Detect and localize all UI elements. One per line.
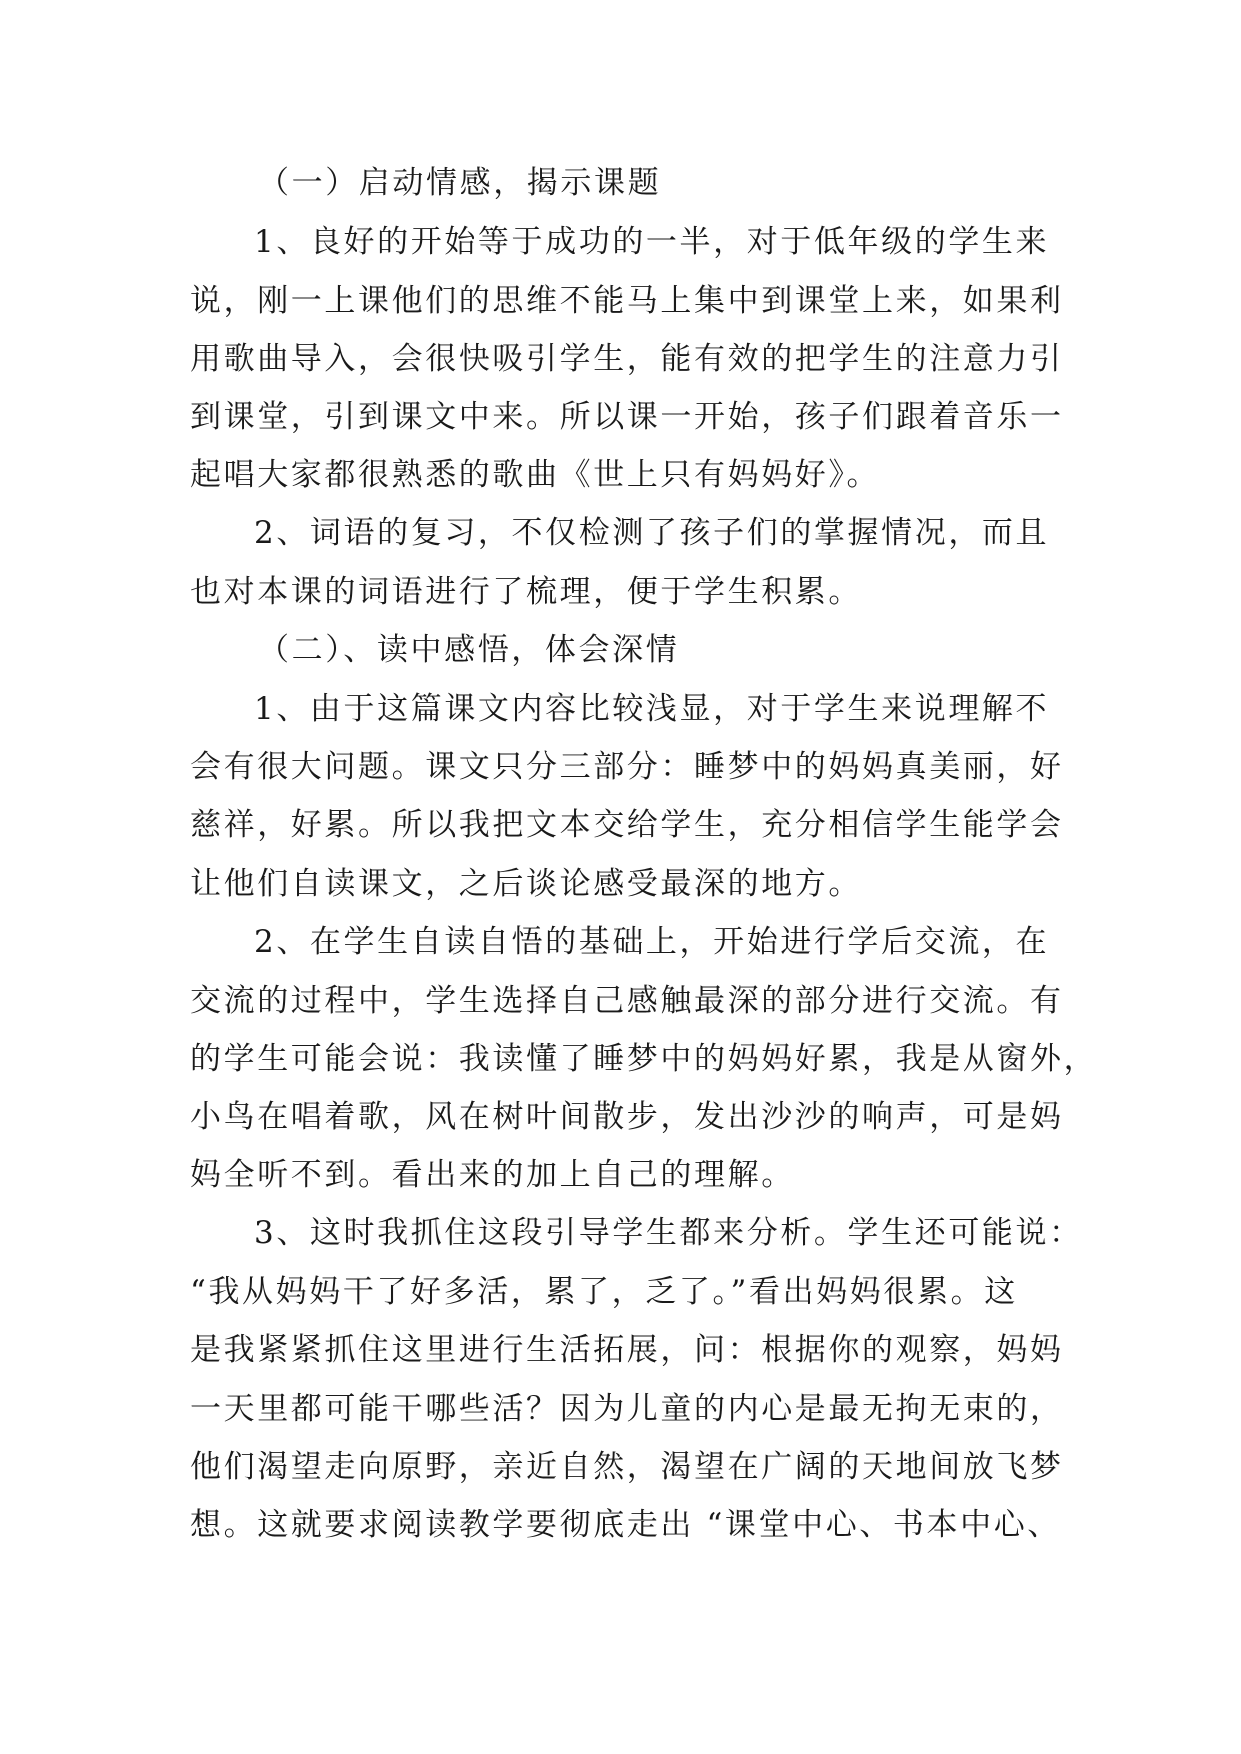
paragraph-line: 想。这就要求阅读教学要彻底走出 “课堂中心、书本中心、 bbox=[190, 1507, 1061, 1543]
section-heading: （一）启动情感，揭示课题 bbox=[258, 165, 662, 201]
paragraph-line: 他们渴望走向原野，亲近自然，渴望在广阔的天地间放飞梦 bbox=[190, 1449, 1064, 1485]
paragraph-line: 3、这时我抓住这段引导学生都来分析。学生还可能说： bbox=[254, 1215, 1083, 1251]
paragraph-line: 交流的过程中，学生选择自己感触最深的部分进行交流。有 bbox=[190, 983, 1064, 1019]
paragraph-line: 的学生可能会说：我读懂了睡梦中的妈妈好累，我是从窗外， bbox=[190, 1041, 1098, 1077]
paragraph-line: 1、由于这篇课文内容比较浅显，对于学生来说理解不 bbox=[254, 691, 1050, 727]
paragraph-line: 用歌曲导入，会很快吸引学生，能有效的把学生的注意力引 bbox=[190, 341, 1064, 377]
paragraph-line: 起唱大家都很熟悉的歌曲《世上只有妈妈好》。 bbox=[190, 457, 881, 493]
paragraph-line: 一天里都可能干哪些活？因为儿童的内心是最无拘无束的， bbox=[190, 1391, 1064, 1427]
paragraph-line: 也对本课的词语进行了梳理，便于学生积累。 bbox=[190, 574, 862, 610]
paragraph-line: 说，刚一上课他们的思维不能马上集中到课堂上来，如果利 bbox=[190, 283, 1064, 319]
paragraph-line: 是我紧紧抓住这里进行生活拓展，问：根据你的观察，妈妈 bbox=[190, 1332, 1064, 1368]
paragraph-line: 慈祥，好累。所以我把文本交给学生，充分相信学生能学会 bbox=[190, 807, 1064, 843]
paragraph-line: “我从妈妈干了好多活，累了，乏了。”看出妈妈很累。这 bbox=[190, 1274, 1018, 1310]
paragraph-line: 会有很大问题。课文只分三部分：睡梦中的妈妈真美丽，好 bbox=[190, 749, 1064, 785]
paragraph-line: 2、词语的复习，不仅检测了孩子们的掌握情况，而且 bbox=[254, 515, 1050, 551]
paragraph-line: 2、在学生自读自悟的基础上，开始进行学后交流，在 bbox=[254, 924, 1050, 960]
paragraph-line: 让他们自读课文，之后谈论感受最深的地方。 bbox=[190, 866, 862, 902]
section-heading: （二）、读中感悟，体会深情 bbox=[258, 632, 680, 668]
paragraph-line: 小鸟在唱着歌，风在树叶间散步，发出沙沙的响声，可是妈 bbox=[190, 1099, 1064, 1135]
paragraph-line: 妈全听不到。看出来的加上自己的理解。 bbox=[190, 1157, 795, 1193]
paragraph-line: 1、良好的开始等于成功的一半，对于低年级的学生来 bbox=[254, 224, 1050, 260]
paragraph-line: 到课堂，引到课文中来。所以课一开始，孩子们跟着音乐一 bbox=[190, 399, 1064, 435]
